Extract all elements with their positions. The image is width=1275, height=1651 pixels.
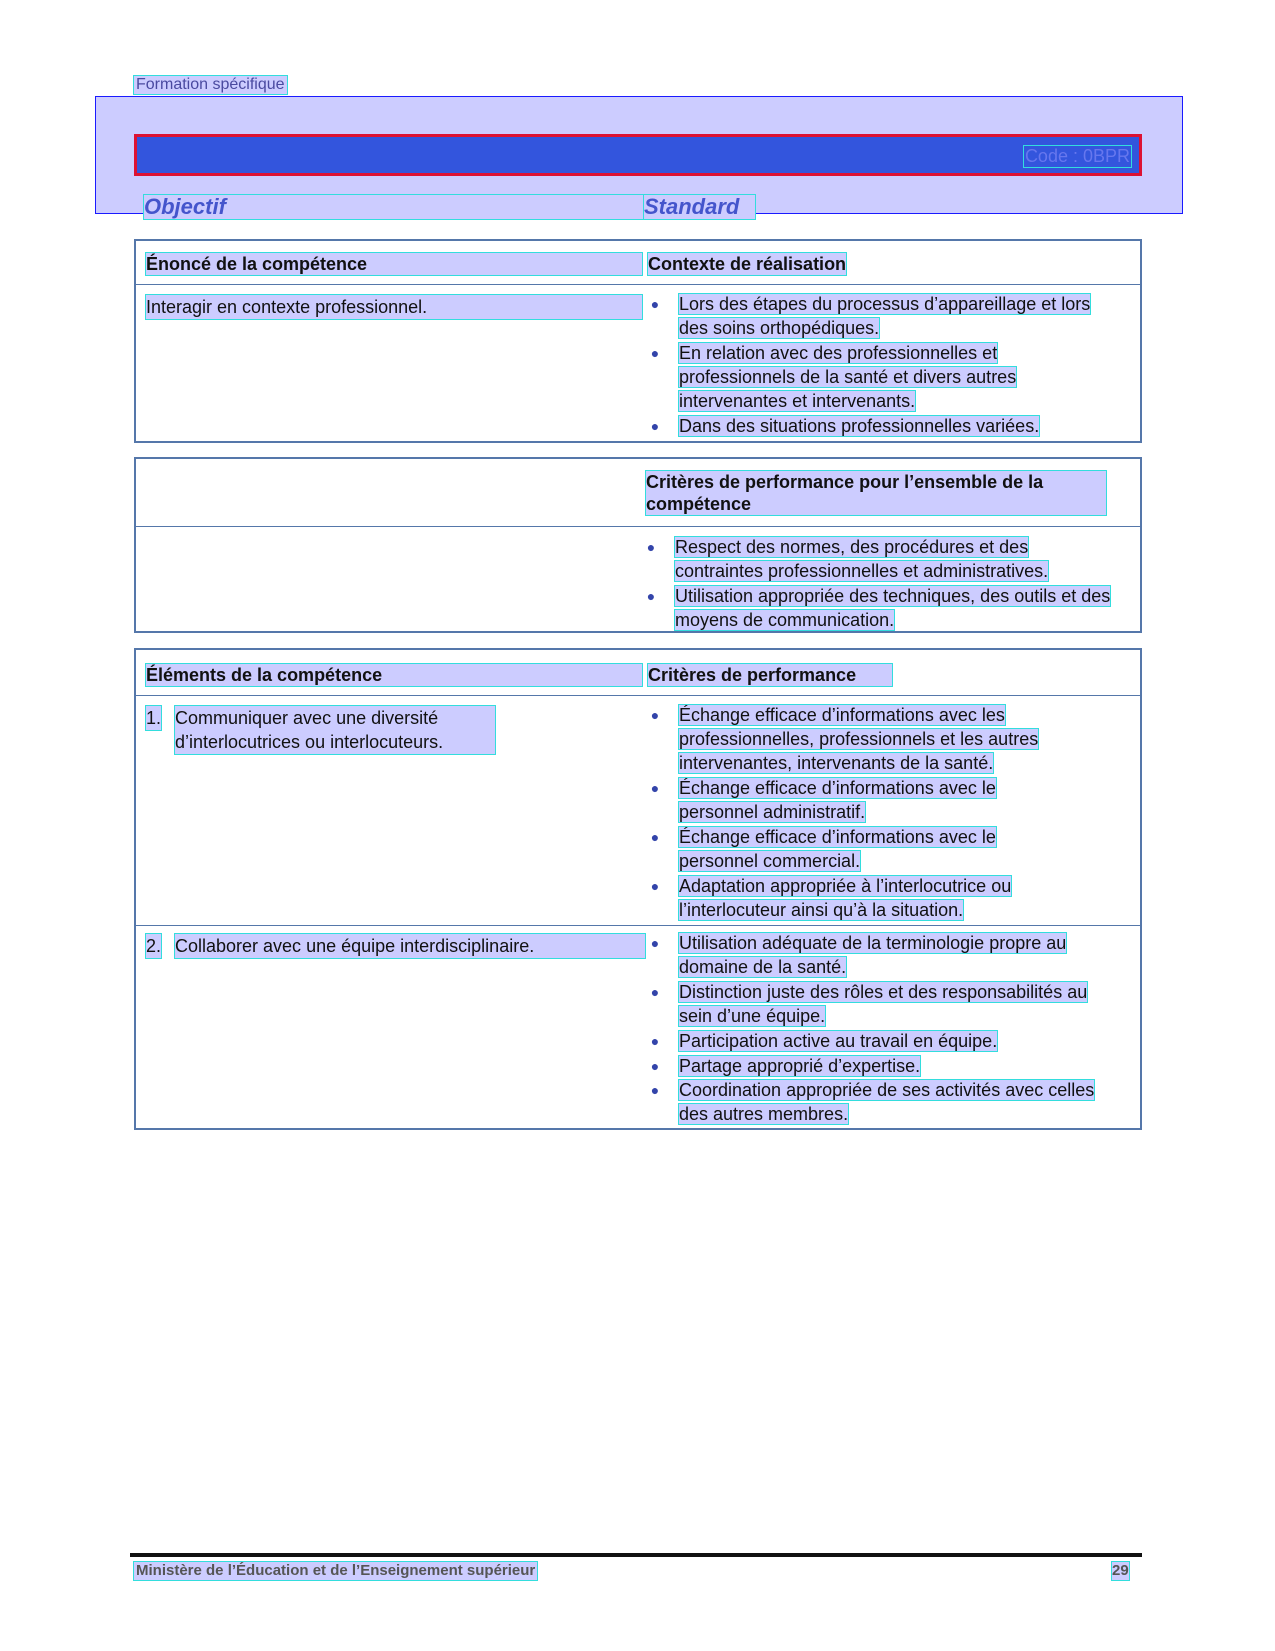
bullet-icon: ● <box>650 1082 660 1098</box>
list-item-text: Respect des normes, des procédures et des contraintes professionnelles et administratives. <box>675 537 1049 581</box>
header-divider <box>136 526 1140 527</box>
bullet-icon: ● <box>650 1033 660 1049</box>
list-item-text: Coordination appropriée de ses activités avec celles des autres membres. <box>679 1080 1095 1124</box>
elements-criteria-table <box>134 648 1142 1130</box>
element-number: 1. <box>146 708 162 728</box>
bullet-icon: ● <box>650 707 660 723</box>
list-item-text: Partage approprié d’expertise. <box>679 1056 921 1076</box>
competency-statement: Interagir en contexte professionnel. <box>146 295 642 319</box>
list-item <box>646 584 1125 632</box>
list-item-text: Échange efficace d’informations avec les professionnelles, professionnels et les autres intervenantes, intervenants de la santé. <box>679 705 1039 773</box>
list-item <box>650 292 1119 340</box>
section-label: Formation spécifique <box>136 76 285 93</box>
list-item-text: Participation active au travail en équipe. <box>679 1031 998 1051</box>
element-label: Collaborer avec une équipe interdisciplinaire. <box>175 934 645 958</box>
elements-header: Éléments de la compétence <box>146 664 642 686</box>
bullet-icon: ● <box>650 935 660 951</box>
element-label: Communiquer avec une diversité d’interlocutrices ou interlocuteurs. <box>175 706 495 754</box>
list-item <box>650 1029 1129 1053</box>
overall-criteria-table <box>134 457 1142 633</box>
list-item-text: Échange efficace d’informations avec le personnel commercial. <box>679 827 996 871</box>
list-item-text: Utilisation adéquate de la terminologie propre au domaine de la santé. <box>679 933 1067 977</box>
statement-header: Énoncé de la compétence <box>146 253 642 275</box>
list-item-text: Adaptation appropriée à l’interlocutrice ou l’interlocuteur ainsi qu’à la situation. <box>679 876 1012 920</box>
statement-context-table <box>134 239 1142 443</box>
footer-rule <box>130 1553 1142 1557</box>
list-item-text: Lors des étapes du processus d’appareillage et lors des soins orthopédiques. <box>679 294 1091 338</box>
list-item <box>650 341 1079 413</box>
list-item <box>646 535 1115 583</box>
bullet-icon: ● <box>650 829 660 845</box>
bullet-icon: ● <box>650 418 660 434</box>
list-item-text: En relation avec des professionnelles et professionnels de la santé et divers autres intervenantes et intervenants. <box>679 343 1017 411</box>
bullet-icon: ● <box>650 780 660 796</box>
header-divider <box>136 695 1140 696</box>
bullet-icon: ● <box>650 984 660 1000</box>
standard-heading: Standard <box>644 195 755 219</box>
list-item <box>650 931 1129 979</box>
list-item-text: Utilisation appropriée des techniques, des outils et des moyens de communication. <box>675 586 1111 630</box>
list-item-text: Dans des situations professionnelles variées. <box>679 416 1040 436</box>
list-item-text: Distinction juste des rôles et des responsabilités au sein d’une équipe. <box>679 982 1088 1026</box>
list-item <box>650 776 1049 824</box>
criteria-header: Critères de performance <box>648 664 892 686</box>
list-item <box>650 980 1119 1028</box>
list-item <box>650 703 1089 775</box>
row-divider <box>136 925 1140 926</box>
overall-criteria-header: Critères de performance pour l’ensemble de la compétence <box>646 471 1106 515</box>
bullet-icon: ● <box>650 296 660 312</box>
list-item <box>650 825 1049 873</box>
footer-ministry: Ministère de l’Éducation et de l’Enseignement supérieur <box>136 1562 536 1579</box>
objectif-heading: Objectif <box>144 195 656 219</box>
header-divider <box>136 284 1140 285</box>
competency-code: Code : 0BPR <box>1024 146 1130 166</box>
bullet-icon: ● <box>650 1058 660 1074</box>
bullet-icon: ● <box>646 539 656 555</box>
list-item <box>650 414 1119 438</box>
bullet-icon: ● <box>646 588 656 604</box>
list-item-text: Échange efficace d’informations avec le personnel administratif. <box>679 778 996 822</box>
bullet-icon: ● <box>650 345 660 361</box>
element-number: 2. <box>146 936 162 956</box>
list-item <box>650 874 1059 922</box>
list-item <box>650 1078 1099 1126</box>
code-bar <box>134 134 1142 176</box>
page-number: 29 <box>1112 1562 1129 1579</box>
bullet-icon: ● <box>650 878 660 894</box>
list-item <box>650 1054 1129 1078</box>
context-header: Contexte de réalisation <box>648 254 847 274</box>
